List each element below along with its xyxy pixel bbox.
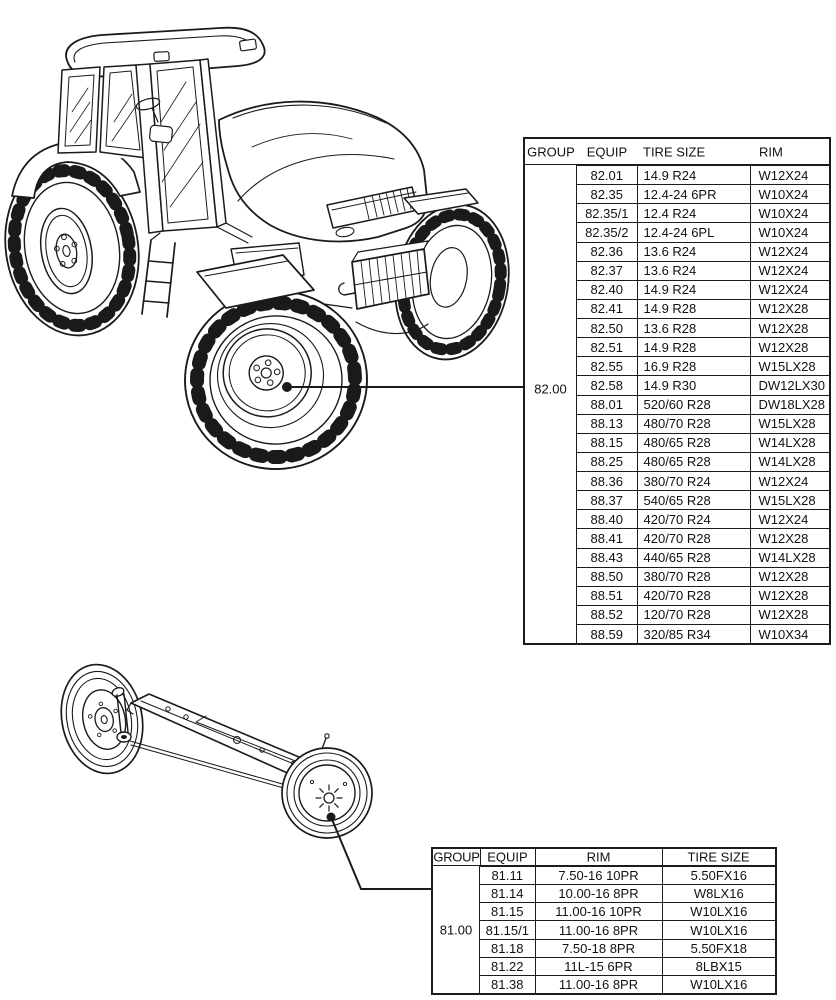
rear-tire-grid (577, 165, 829, 643)
table-row (577, 242, 829, 261)
equip-cell: 88.13 (577, 414, 637, 433)
cab-ladder (142, 233, 175, 317)
equip-cell: 88.36 (577, 472, 637, 491)
equip-cell: 81.11 (480, 867, 535, 885)
rear-tire-table-header (525, 139, 829, 165)
table-row (577, 261, 829, 280)
rim-cell: W12X28 (750, 567, 829, 586)
table-row (577, 357, 829, 376)
rim-cell: 11.00-16 10PR (535, 903, 662, 921)
tire-size-cell: 5.50FX16 (662, 867, 775, 885)
table-row (577, 510, 829, 529)
tire-size-cell: 380/70 R28 (637, 567, 750, 586)
table-row (480, 957, 775, 975)
equip-cell: 81.15/1 (480, 921, 535, 939)
rim-cell: DW18LX28 (750, 395, 829, 414)
rim-cell: W15LX28 (750, 357, 829, 376)
tire-size-cell: 16.9 R28 (637, 357, 750, 376)
equip-cell: 88.43 (577, 548, 637, 567)
group-label: 81.00 (439, 922, 473, 937)
equip-cell: 82.36 (577, 242, 637, 261)
table-row (480, 921, 775, 939)
column-header-equip: EQUIP (586, 144, 628, 159)
rim-cell: 7.50-16 10PR (535, 867, 662, 885)
column-header-tire-size: TIRE SIZE (643, 144, 706, 159)
rim-cell: W12X28 (750, 319, 829, 338)
equip-cell: 88.25 (577, 452, 637, 471)
tire-size-cell: 12.4-24 6PL (637, 223, 750, 242)
tire-size-cell: 14.9 R28 (637, 299, 750, 318)
equip-cell: 88.51 (577, 586, 637, 605)
equip-cell: 82.55 (577, 357, 637, 376)
equip-cell: 82.37 (577, 261, 637, 280)
rim-cell: 11L-15 6PR (535, 957, 662, 975)
table-row (577, 433, 829, 452)
rim-cell: W12X28 (750, 529, 829, 548)
table-row (577, 605, 829, 624)
axle-right-wheel (282, 748, 372, 838)
table-row (480, 867, 775, 885)
axle-left-wheel (51, 657, 152, 781)
tire-size-cell: 420/70 R24 (637, 510, 750, 529)
equip-cell: 82.40 (577, 280, 637, 299)
equip-cell: 81.18 (480, 939, 535, 957)
rim-cell: W15LX28 (750, 414, 829, 433)
column-header-rim: RIM (759, 144, 783, 159)
rim-cell: W12X28 (750, 299, 829, 318)
tire-size-cell: 14.9 R24 (637, 280, 750, 299)
table-row (577, 414, 829, 433)
table-row (480, 975, 775, 993)
rear-tire-table (523, 137, 831, 645)
rim-cell: W14LX28 (750, 548, 829, 567)
equip-cell: 81.14 (480, 885, 535, 903)
table-row (577, 472, 829, 491)
table-row (577, 548, 829, 567)
tractor-hood (219, 102, 427, 242)
tire-size-cell: 14.9 R30 (637, 376, 750, 395)
rim-cell: W12X24 (750, 166, 829, 185)
table-row (577, 491, 829, 510)
tire-size-cell: 14.9 R24 (637, 166, 750, 185)
tire-size-cell: 440/65 R28 (637, 548, 750, 567)
tire-size-cell: W10LX16 (662, 975, 775, 993)
table-row (577, 319, 829, 338)
rim-cell: 11.00-16 8PR (535, 975, 662, 993)
table-row (577, 299, 829, 318)
equip-cell: 88.52 (577, 605, 637, 624)
rim-cell: W10X34 (750, 625, 829, 644)
table-row (577, 567, 829, 586)
seat (149, 125, 173, 143)
rim-cell: W10X24 (750, 185, 829, 204)
table-row (480, 939, 775, 957)
table-row (577, 185, 829, 204)
rim-cell: W12X28 (750, 586, 829, 605)
equip-cell: 88.41 (577, 529, 637, 548)
equip-cell: 88.01 (577, 395, 637, 414)
tire-size-cell: 520/60 R28 (637, 395, 750, 414)
table-row (577, 452, 829, 471)
tire-size-cell: 13.6 R24 (637, 261, 750, 280)
table-row (577, 376, 829, 395)
table-row (577, 223, 829, 242)
rim-cell: 10.00-16 8PR (535, 885, 662, 903)
front-tire-table-header (433, 849, 775, 866)
table-row (577, 338, 829, 357)
tire-size-cell: 540/65 R28 (637, 491, 750, 510)
tire-size-cell: 14.9 R28 (637, 338, 750, 357)
rim-cell: W14LX28 (750, 433, 829, 452)
table-row (577, 529, 829, 548)
tire-size-cell: 12.4 R24 (637, 204, 750, 223)
rim-cell: W10X24 (750, 204, 829, 223)
equip-cell: 88.50 (577, 567, 637, 586)
equip-cell: 82.50 (577, 319, 637, 338)
tire-size-cell: 8LBX15 (662, 957, 775, 975)
equip-cell: 82.01 (577, 166, 637, 185)
tire-size-cell: W10LX16 (662, 903, 775, 921)
tire-size-cell: 480/65 R28 (637, 433, 750, 452)
equip-cell: 81.15 (480, 903, 535, 921)
equip-cell: 82.35 (577, 185, 637, 204)
column-header-group: GROUP (433, 849, 480, 865)
table-row (577, 280, 829, 299)
group-label: 82.00 (534, 381, 567, 397)
equip-cell: 82.58 (577, 376, 637, 395)
equip-cell: 88.37 (577, 491, 637, 510)
equip-cell: 82.51 (577, 338, 637, 357)
tire-size-cell: 12.4-24 6PR (637, 185, 750, 204)
group-cell (525, 165, 577, 643)
table-row (480, 903, 775, 921)
tire-size-cell: 420/70 R28 (637, 586, 750, 605)
equip-cell: 82.35/1 (577, 204, 637, 223)
tractor-front-left-wheel (176, 282, 376, 478)
rim-cell: W12X28 (750, 605, 829, 624)
rim-cell: W10X24 (750, 223, 829, 242)
equip-cell: 88.15 (577, 433, 637, 452)
tire-size-cell: 480/70 R28 (637, 414, 750, 433)
table-row (577, 166, 829, 185)
column-header-group: GROUP (527, 144, 575, 159)
table-row (577, 625, 829, 644)
tire-size-cell: 13.6 R24 (637, 242, 750, 261)
rim-cell: DW12LX30 (750, 376, 829, 395)
rim-cell: W14LX28 (750, 452, 829, 471)
tractor-illustration (0, 28, 521, 478)
rim-cell: W12X28 (750, 338, 829, 357)
tire-size-cell: 320/85 R34 (637, 625, 750, 644)
column-header-rim: RIM (586, 849, 611, 865)
equip-cell: 81.38 (480, 975, 535, 993)
tire-size-cell: 420/70 R28 (637, 529, 750, 548)
tire-size-cell: 380/70 R24 (637, 472, 750, 491)
rim-cell: W12X24 (750, 261, 829, 280)
equip-cell: 88.59 (577, 625, 637, 644)
front-axle-illustration (51, 657, 372, 838)
tire-size-cell: W8LX16 (662, 885, 775, 903)
equip-cell: 82.35/2 (577, 223, 637, 242)
column-header-equip: EQUIP (487, 849, 528, 865)
front-tire-grid (480, 866, 775, 993)
table-row (577, 395, 829, 414)
rim-cell: W15LX28 (750, 491, 829, 510)
tire-size-cell: 13.6 R28 (637, 319, 750, 338)
tire-size-cell: 5.50FX18 (662, 939, 775, 957)
front-tire-table (431, 847, 777, 995)
equip-cell: 88.40 (577, 510, 637, 529)
group-cell (433, 866, 480, 993)
table-row (480, 885, 775, 903)
rim-cell: W12X24 (750, 510, 829, 529)
table-row (577, 204, 829, 223)
equip-cell: 81.22 (480, 957, 535, 975)
rim-cell: W12X24 (750, 242, 829, 261)
equip-cell: 82.41 (577, 299, 637, 318)
column-header-tire-size: TIRE SIZE (687, 849, 750, 865)
tire-size-cell: 480/65 R28 (637, 452, 750, 471)
tire-size-cell: 120/70 R28 (637, 605, 750, 624)
table-row (577, 586, 829, 605)
rim-cell: 7.50-18 8PR (535, 939, 662, 957)
rim-cell: W12X24 (750, 472, 829, 491)
rim-cell: 11.00-16 8PR (535, 921, 662, 939)
rim-cell: W12X24 (750, 280, 829, 299)
tire-size-cell: W10LX16 (662, 921, 775, 939)
